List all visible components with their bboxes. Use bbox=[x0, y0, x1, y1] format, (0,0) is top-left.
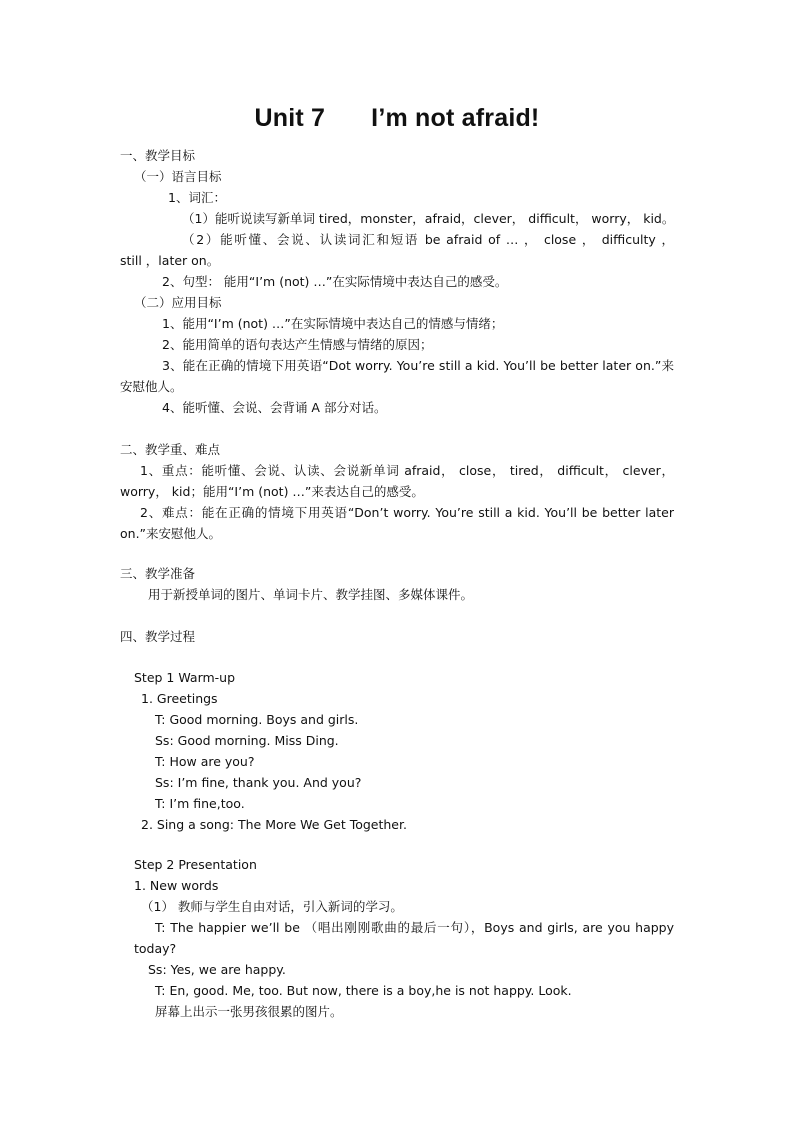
title-text: I’m not afraid! bbox=[371, 104, 540, 132]
sing-song-item: 2. Sing a song: The More We Get Together. bbox=[141, 817, 407, 832]
section-heading-preparation: 三、教学准备 bbox=[120, 566, 196, 581]
dialogue-line: T: I’m fine,too. bbox=[155, 796, 245, 811]
stage-direction: 屏幕上出示一张男孩很累的图片。 bbox=[155, 1004, 343, 1019]
dialogue-line: T: Good morning. Boys and girls. bbox=[155, 712, 359, 727]
app-goal-3: 3、能在正确的情境下用英语“Dot worry. You’re still a kid. You’ll be better later on.”来 bbox=[162, 358, 674, 373]
section-heading-objectives: 一、教学目标 bbox=[120, 148, 196, 163]
key-point-cont: worry， kid；能用“I’m (not) …”来表达自己的感受。 bbox=[120, 484, 424, 499]
subsection-language-goals: （一）语言目标 bbox=[134, 169, 222, 184]
subsection-application-goals: （二）应用目标 bbox=[134, 295, 222, 310]
app-goal-4: 4、能听懂、会说、会背诵 A 部分对话。 bbox=[162, 400, 387, 415]
vocab-line-2: （2）能听懂、会说、认读词汇和短语 be afraid of … ， close ， difficulty ， bbox=[182, 232, 674, 247]
section-heading-process: 四、教学过程 bbox=[120, 629, 196, 644]
vocab-line-1: （1）能听说读写新单词 tired，monster，afraid，clever， difficult， worry， kid。 bbox=[182, 211, 675, 226]
dialogue-line: Ss: Yes, we are happy. bbox=[148, 962, 286, 977]
item-sentence-pattern: 2、句型： 能用“I’m (not) …”在实际情境中表达自己的感受。 bbox=[162, 274, 508, 289]
dialogue-line: T: En, good. Me, too. But now, there is a boy,he is not happy. Look. bbox=[155, 983, 572, 998]
step-1-heading: Step 1 Warm-up bbox=[134, 670, 236, 685]
app-goal-2: 2、能用简单的语句表达产生情感与情绪的原因； bbox=[162, 337, 433, 352]
key-point: 1、重点：能听懂、会说、认读、会说新单词 afraid， close， tired， difficult， clever， bbox=[140, 463, 674, 478]
app-goal-1: 1、能用“I’m (not) …”在实际情境中表达自己的情感与情绪； bbox=[162, 316, 504, 331]
step-2-heading: Step 2 Presentation bbox=[134, 857, 257, 872]
page-title bbox=[0, 104, 794, 133]
difficult-point-cont: on.”来安慰他人。 bbox=[120, 526, 222, 541]
new-words-heading: 1. New words bbox=[134, 878, 219, 893]
title-unit: Unit 7 bbox=[254, 104, 326, 132]
difficult-point: 2、难点：能在正确的情境下用英语“Don’t worry. You’re still a kid. You’ll be better later bbox=[140, 505, 674, 520]
dialogue-line: Ss: Good morning. Miss Ding. bbox=[155, 733, 339, 748]
preparation-text: 用于新授单词的图片、单词卡片、教学挂图、多媒体课件。 bbox=[148, 587, 474, 602]
app-goal-3-cont: 安慰他人。 bbox=[120, 379, 183, 394]
dialogue-line: Ss: I’m fine, thank you. And you? bbox=[155, 775, 362, 790]
vocab-line-2-cont: still ，later on。 bbox=[120, 253, 220, 268]
dialogue-line-cont: today? bbox=[134, 941, 177, 956]
presentation-step-1: （1） 教师与学生自由对话，引入新词的学习。 bbox=[141, 899, 403, 914]
section-heading-key-points: 二、教学重、难点 bbox=[120, 442, 221, 457]
dialogue-line: T: The happier we’ll be （唱出刚刚歌曲的最后一句），Boys and girls, are you happy bbox=[155, 920, 674, 935]
greetings-heading: 1. Greetings bbox=[141, 691, 218, 706]
dialogue-line: T: How are you? bbox=[155, 754, 255, 769]
item-vocabulary: 1、词汇： bbox=[168, 190, 226, 205]
